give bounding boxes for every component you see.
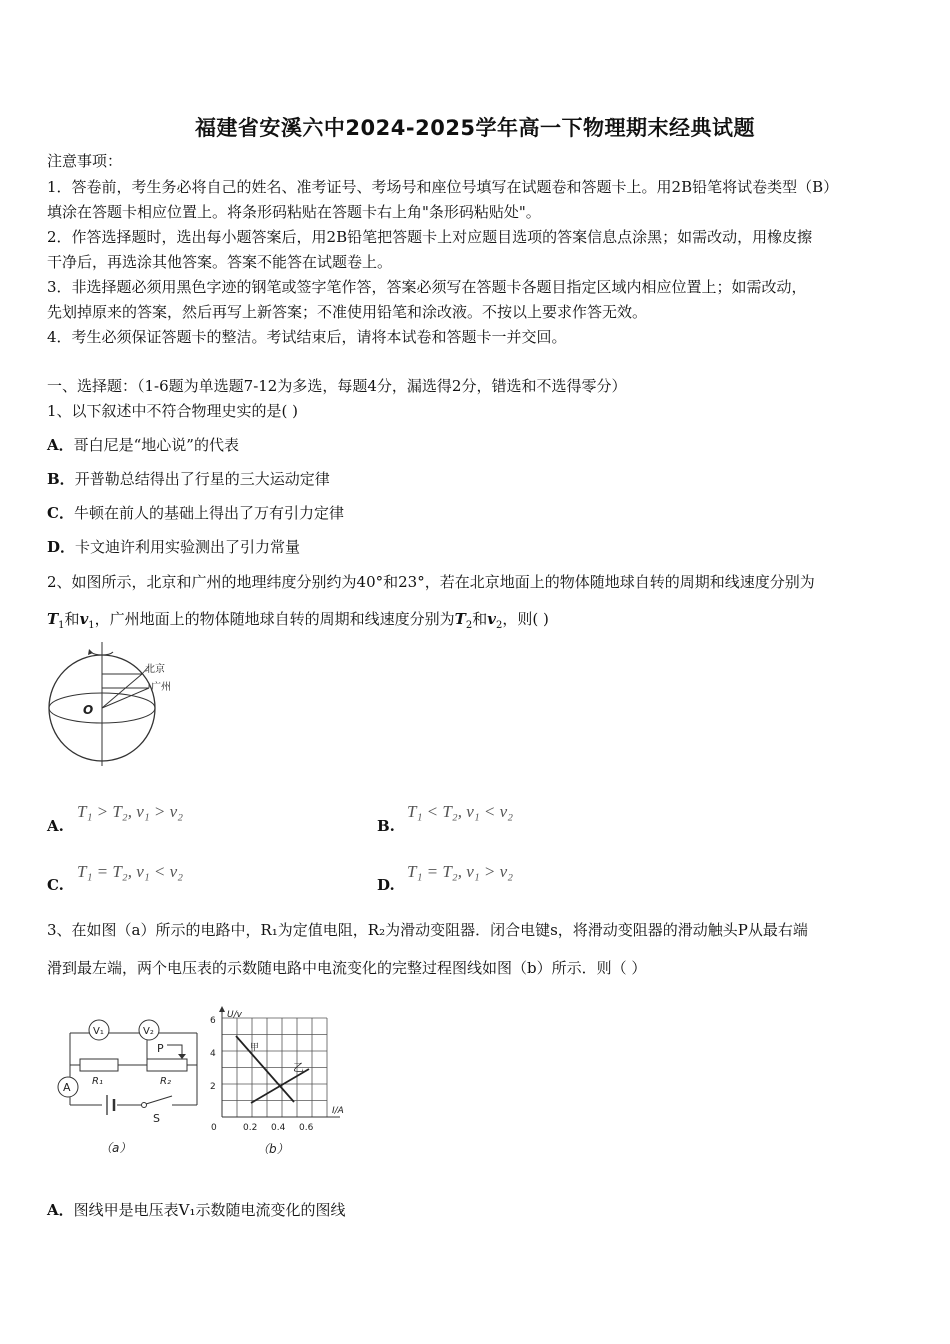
text: 和 bbox=[472, 610, 488, 628]
option-label: D. bbox=[377, 876, 395, 894]
var-t: T bbox=[47, 610, 59, 628]
q2-option-c bbox=[47, 875, 64, 894]
text: ，广州地面上的物体随地球自转的周期和线速度分别为 bbox=[94, 610, 455, 628]
notice-line: 填涂在答题卡相应位置上。将条形码粘贴在答题卡右上角"条形码粘贴处"。 bbox=[47, 203, 541, 221]
var-t: T bbox=[454, 610, 466, 628]
label-yi: 乙 bbox=[293, 1061, 304, 1074]
label-o: O bbox=[83, 703, 94, 717]
rheostat-r2 bbox=[147, 1059, 187, 1071]
y-tick-2: 2 bbox=[210, 1082, 216, 1092]
label-beijing: 北京 bbox=[145, 664, 165, 675]
x-tick-0.6: 0.6 bbox=[299, 1123, 314, 1133]
slider-arrow bbox=[178, 1054, 186, 1059]
q2-option-c-math: T₁ = T₂, v₁ < v₂ bbox=[77, 862, 184, 881]
q2-option-a bbox=[47, 816, 64, 835]
a-label: A bbox=[63, 1081, 71, 1094]
v1-label: V₁ bbox=[93, 1026, 104, 1037]
option-label: C． bbox=[47, 504, 74, 522]
q2-stem-line1: 2、如图所示，北京和广州的地理纬度分别约为40°和23°，若在北京地面上的物体随地球自转的周期和线速度分别为 bbox=[47, 573, 815, 591]
notice-heading: 注意事项： bbox=[47, 152, 123, 170]
q1-stem: 1、以下叙述中不符合物理史实的是( ) bbox=[47, 402, 299, 420]
beijing-radius bbox=[102, 674, 142, 708]
switch-lever bbox=[146, 1096, 172, 1104]
y-tick-4: 4 bbox=[210, 1049, 216, 1059]
graph-grid bbox=[222, 1018, 327, 1117]
notice-line: 4．考生必须保证答题卡的整洁。考试结束后，请将本试卷和答题卡一并交回。 bbox=[47, 328, 567, 346]
q2-option-d bbox=[377, 875, 395, 894]
x-tick-0.4: 0.4 bbox=[271, 1123, 286, 1133]
option-text: 开普勒总结得出了行星的三大运动定律 bbox=[74, 470, 330, 488]
y-axis-arrow bbox=[219, 1006, 225, 1012]
option-text: 卡文迪许利用实验测出了引力常量 bbox=[75, 538, 301, 556]
q2-stem-line2 bbox=[47, 610, 549, 635]
notice-line: 3．非选择题必须用黑色字迹的钢笔或签字笔作答，答案必须写在答题卡各题目指定区域内相应位置上；如需改动， bbox=[47, 278, 807, 296]
resistor-r1 bbox=[80, 1059, 118, 1071]
label-jia: 甲 bbox=[250, 1043, 260, 1053]
x-axis-label: I/A bbox=[332, 1106, 344, 1116]
option-text: 哥白尼是“地心说”的代表 bbox=[73, 436, 239, 454]
q1-option-d bbox=[47, 538, 300, 556]
caption-a: （a） bbox=[100, 1141, 132, 1155]
r2-label: R₂ bbox=[160, 1076, 171, 1087]
option-label: C. bbox=[47, 876, 64, 894]
origin-label: 0 bbox=[211, 1123, 217, 1133]
var-v: v bbox=[487, 610, 496, 628]
sub: 1 bbox=[58, 620, 65, 631]
v2-label: V₂ bbox=[143, 1026, 154, 1037]
notice-line: 干净后，再选涂其他答案。答案不能答在试题卷上。 bbox=[47, 253, 393, 271]
page-title: 福建省安溪六中2024-2025学年高一下物理期末经典试题 bbox=[194, 116, 756, 140]
option-text: 图线甲是电压表V₁示数随电流变化的图线 bbox=[73, 1201, 346, 1219]
q1-option-b bbox=[47, 470, 330, 488]
s-label: S bbox=[153, 1112, 160, 1125]
option-label: A. bbox=[47, 817, 64, 835]
r1-label: R₁ bbox=[92, 1076, 103, 1087]
option-label: D． bbox=[47, 538, 76, 556]
option-label: A． bbox=[47, 1201, 74, 1219]
sub: 2 bbox=[465, 620, 473, 631]
x-tick-0.2: 0.2 bbox=[243, 1123, 258, 1133]
option-text: 牛顿在前人的基础上得出了万有引力定律 bbox=[73, 504, 344, 522]
earth-figure bbox=[45, 640, 195, 770]
q3-stem-line1: 3、在如图（a）所示的电路中，R₁为定值电阻，R₂为滑动变阻器．闭合电键s，将滑动变阻器的滑动触头P从最右端 bbox=[47, 921, 808, 939]
q2-option-b-math: T₁ < T₂, v₁ < v₂ bbox=[407, 802, 514, 821]
line-jia bbox=[236, 1036, 294, 1102]
arrow-head bbox=[88, 649, 93, 655]
q3-stem-line2: 滑到最左端，两个电压表的示数随电路中电流变化的完整过程图线如图（b）所示．则（ ） bbox=[47, 959, 647, 977]
notice-line: 先划掉原来的答案，然后再写上新答案；不准使用铅笔和涂改液。不按以上要求作答无效。 bbox=[47, 303, 648, 321]
y-axis-label: U/v bbox=[227, 1010, 242, 1020]
text: ，则( ) bbox=[502, 610, 549, 628]
q1-option-a bbox=[47, 436, 239, 454]
notice-line: 2．作答选择题时，选出每小题答案后，用2B铅笔把答题卡上对应题目选项的答案信息点涂黑；如需改动，用橡皮擦 bbox=[47, 228, 813, 246]
label-guangzhou: 广州 bbox=[151, 682, 171, 693]
notice-line: 1．答卷前，考生务必将自己的姓名、准考证号、考场号和座位号填写在试题卷和答题卡上。用2B铅笔将试卷类型（B） bbox=[47, 178, 839, 196]
y-tick-6: 6 bbox=[210, 1016, 216, 1026]
line-yi bbox=[251, 1069, 309, 1103]
option-label: B. bbox=[377, 817, 395, 835]
q2-option-d-math: T₁ = T₂, v₁ > v₂ bbox=[407, 862, 514, 881]
circuit-figure bbox=[52, 1010, 212, 1160]
switch-pivot bbox=[142, 1103, 147, 1108]
q3-option-a bbox=[47, 1201, 346, 1219]
uv-graph bbox=[205, 1005, 355, 1160]
q1-option-c bbox=[47, 504, 344, 522]
var-v: v bbox=[79, 610, 89, 628]
sub: 2 bbox=[495, 620, 503, 631]
text: 和 bbox=[64, 610, 80, 628]
caption-b: （b） bbox=[257, 1142, 289, 1156]
q2-option-b bbox=[377, 816, 395, 835]
option-label: B． bbox=[47, 470, 75, 488]
option-label: A． bbox=[47, 436, 74, 454]
q2-option-a-math: T₁ > T₂, v₁ > v₂ bbox=[77, 802, 184, 821]
sub: 1 bbox=[88, 620, 95, 631]
p-label: P bbox=[157, 1042, 164, 1055]
section-heading: 一、选择题：（1-6题为单选题7-12为多选，每题4分，漏选得2分，错选和不选得零分） bbox=[47, 377, 627, 395]
